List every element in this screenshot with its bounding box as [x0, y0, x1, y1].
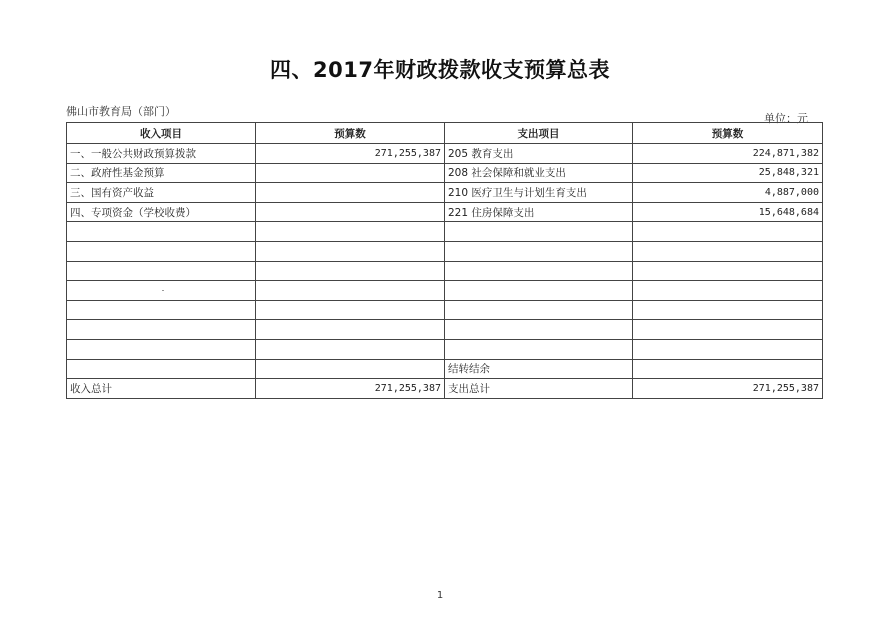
expense-total-amount: 271,255,387: [633, 379, 823, 399]
expense-amount-cell: 4,887,000: [633, 183, 823, 203]
income-item-cell: 三、国有资产收益: [67, 183, 256, 203]
header-expense-item: 支出项目: [445, 123, 633, 144]
header-income-item: 收入项目: [67, 123, 256, 144]
income-amount-cell: [256, 359, 445, 379]
income-item-cell: [67, 241, 256, 261]
income-amount-cell: [256, 339, 445, 359]
expense-item-cell: [445, 281, 633, 301]
budget-table: [66, 122, 823, 399]
income-amount-cell: [256, 281, 445, 301]
expense-amount-cell: 224,871,382: [633, 144, 823, 164]
income-item-cell: [67, 222, 256, 242]
scan-speck: [162, 290, 164, 291]
income-item-cell: 四、专项资金（学校收费）: [67, 202, 256, 222]
expense-item-cell: 结转结余: [445, 359, 633, 379]
expense-amount-cell: [633, 281, 823, 301]
expense-item-cell: [445, 300, 633, 320]
income-amount-cell: [256, 183, 445, 203]
income-amount-cell: [256, 320, 445, 340]
income-total-label: 收入总计: [67, 379, 256, 399]
expense-amount-cell: [633, 339, 823, 359]
table-header-row: [67, 123, 823, 144]
expense-total-label: 支出总计: [445, 379, 633, 399]
expense-item-cell: 208 社会保障和就业支出: [445, 163, 633, 183]
expense-amount-cell: [633, 320, 823, 340]
income-total-amount: 271,255,387: [256, 379, 445, 399]
table-row: [67, 163, 823, 183]
header-income-amount: 预算数: [256, 123, 445, 144]
expense-amount-cell: [633, 241, 823, 261]
income-amount-cell: [256, 202, 445, 222]
expense-amount-cell: [633, 261, 823, 281]
expense-amount-cell: 25,848,321: [633, 163, 823, 183]
income-item-cell: [67, 339, 256, 359]
expense-item-cell: [445, 241, 633, 261]
unit-label: 单位：元: [764, 112, 808, 125]
expense-item-cell: 210 医疗卫生与计划生育支出: [445, 183, 633, 203]
table-row: [67, 261, 823, 281]
table-row: [67, 359, 823, 379]
department-label: 佛山市教育局（部门）: [66, 105, 176, 118]
income-amount-cell: 271,255,387: [256, 144, 445, 164]
table-row: [67, 222, 823, 242]
expense-amount-cell: [633, 359, 823, 379]
income-amount-cell: [256, 241, 445, 261]
expense-item-cell: 221 住房保障支出: [445, 202, 633, 222]
table-row: [67, 320, 823, 340]
income-item-cell: [67, 300, 256, 320]
expense-item-cell: [445, 222, 633, 242]
page-number: 1: [436, 590, 444, 601]
income-amount-cell: [256, 300, 445, 320]
income-amount-cell: [256, 163, 445, 183]
income-item-cell: [67, 281, 256, 301]
income-item-cell: [67, 359, 256, 379]
table-row: [67, 339, 823, 359]
page-title: 四、2017年财政拨款收支预算总表: [270, 58, 610, 82]
table-row: [67, 281, 823, 301]
income-amount-cell: [256, 261, 445, 281]
income-item-cell: [67, 320, 256, 340]
totals-row: [67, 379, 823, 399]
table-row: [67, 241, 823, 261]
income-amount-cell: [256, 222, 445, 242]
expense-item-cell: [445, 339, 633, 359]
expense-item-cell: [445, 320, 633, 340]
header-expense-amount: 预算数: [633, 123, 823, 144]
expense-item-cell: 205 教育支出: [445, 144, 633, 164]
table-row: [67, 300, 823, 320]
income-item-cell: 一、一般公共财政预算拨款: [67, 144, 256, 164]
income-item-cell: [67, 261, 256, 281]
expense-item-cell: [445, 261, 633, 281]
expense-amount-cell: 15,648,684: [633, 202, 823, 222]
expense-amount-cell: [633, 222, 823, 242]
income-item-cell: 二、政府性基金预算: [67, 163, 256, 183]
table-row: [67, 183, 823, 203]
table-row: [67, 144, 823, 164]
expense-amount-cell: [633, 300, 823, 320]
table-row: [67, 202, 823, 222]
